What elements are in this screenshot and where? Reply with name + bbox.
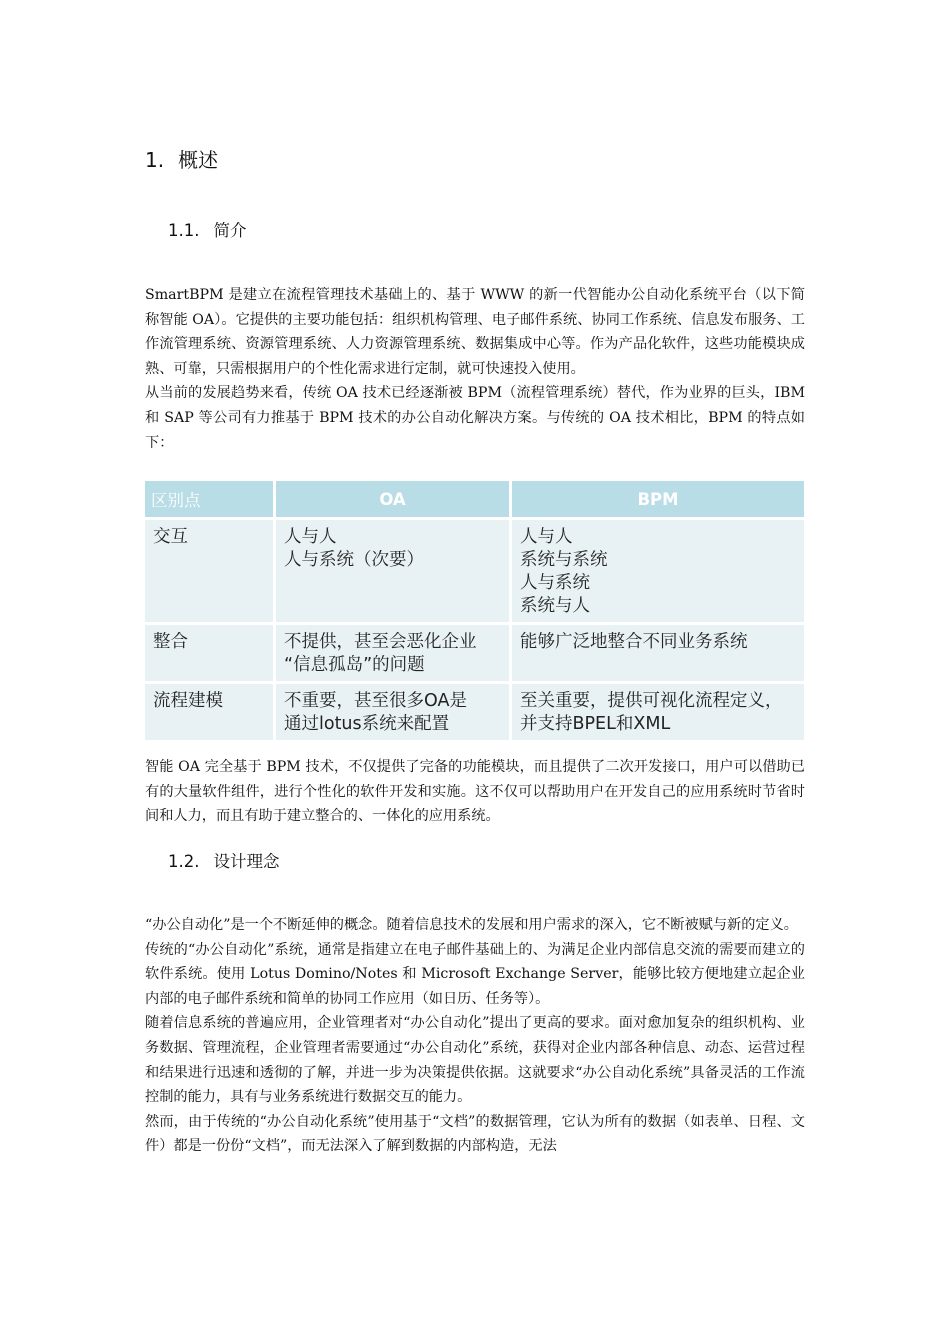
cell-line: 通过lotus系统来配置 [284, 714, 450, 734]
heading-number: 1.2. [168, 852, 200, 871]
cell-bpm [512, 625, 804, 684]
cell-line: 人与人 [284, 527, 337, 547]
cell-oa [276, 684, 512, 743]
heading-number: 1.1. [168, 221, 200, 240]
heading-number: 1. [145, 148, 165, 172]
design-text [145, 913, 805, 1159]
heading-title: 概述 [178, 148, 219, 172]
heading-title: 简介 [213, 221, 247, 240]
cell-bpm [512, 520, 804, 625]
cell-line: 并支持BPEL和XML [520, 714, 671, 734]
table-row [145, 684, 804, 743]
intro-paragraph-2: 从当前的发展趋势来看，传统 OA 技术已经逐渐被 BPM（流程管理系统）替代，作为业界的巨头，IBM 和 SAP 等公司有力推基于 BPM 技术的办公自动化解决方案。与传统的 OA 技术相比，BPM 的特点如下： [145, 385, 805, 451]
cell-line: 系统与人 [520, 596, 590, 616]
heading-title: 设计理念 [213, 852, 280, 871]
cell-oa [276, 520, 512, 625]
cell-line: 不重要，甚至很多OA是 [284, 691, 467, 711]
header-bpm: BPM [512, 481, 804, 520]
cell-line: 至关重要，提供可视化流程定义， [520, 691, 783, 711]
cell-line: 系统与系统 [520, 550, 608, 570]
cell-line: 不提供，甚至会恶化企业 [284, 632, 477, 652]
table-header-row [145, 481, 804, 520]
heading-design [168, 850, 280, 874]
heading-overview [145, 146, 218, 174]
design-paragraph-1: “办公自动化”是一个不断延伸的概念。随着信息技术的发展和用户需求的深入，它不断被赋与新的定义。 [145, 917, 798, 933]
cell-point: 流程建模 [145, 684, 276, 743]
cell-point: 整合 [145, 625, 276, 684]
intro-text [145, 283, 805, 455]
cell-bpm [512, 684, 804, 743]
heading-intro [168, 219, 247, 243]
cell-line: 人与系统 [520, 573, 590, 593]
table-row [145, 520, 804, 625]
cell-line: 人与系统（次要） [284, 550, 424, 570]
after-table-text [145, 755, 805, 829]
design-paragraph-2: 传统的“办公自动化”系统，通常是指建立在电子邮件基础上的、为满足企业内部信息交流的需要而建立的软件系统。使用 Lotus Domino/Notes 和 Microsoft Exchange Server，能够比较方便地建立起企业内部的电子邮件系统和简单的协同工作应用（如日历、任务等）。 [145, 941, 805, 1007]
after-table-paragraph: 智能 OA 完全基于 BPM 技术，不仅提供了完备的功能模块，而且提供了二次开发接口，用户可以借助已有的大量软件组件，进行个性化的软件开发和实施。这不仅可以帮助用户在开发自己的应用系统时节省时间和人力，而且有助于建立整合的、一体化的应用系统。 [145, 759, 805, 825]
cell-line: 人与人 [520, 527, 573, 547]
header-oa: OA [276, 481, 512, 520]
design-paragraph-3: 随着信息系统的普遍应用，企业管理者对“办公自动化”提出了更高的要求。面对愈加复杂的组织机构、业务数据、管理流程，企业管理者需要通过“办公自动化”系统，获得对企业内部各种信息、动态、运营过程和结果进行迅速和透彻的了解，并进一步为决策提供依据。这就要求“办公自动化系统”具备灵活的工作流控制的能力，具有与业务系统进行数据交互的能力。 [145, 1015, 805, 1106]
header-point: 区别点 [145, 481, 276, 520]
cell-oa [276, 625, 512, 684]
cell-point: 交互 [145, 520, 276, 625]
intro-paragraph-1: SmartBPM 是建立在流程管理技术基础上的、基于 WWW 的新一代智能办公自动化系统平台（以下简称智能 OA）。它提供的主要功能包括：组织机构管理、电子邮件系统、协同工作系统、信息发布服务、工作流管理系统、资源管理系统、人力资源管理系统、数据集成中心等。作为产品化软件，这些功能模块成熟、可靠，只需根据用户的个性化需求进行定制，就可快速投入使用。 [145, 287, 805, 377]
cell-line: 能够广泛地整合不同业务系统 [520, 632, 748, 652]
comparison-table [145, 481, 804, 743]
table-row [145, 625, 804, 684]
cell-line: “信息孤岛”的问题 [284, 655, 425, 675]
design-paragraph-4: 然而，由于传统的“办公自动化系统”使用基于“文档”的数据管理，它认为所有的数据（如表单、日程、文件）都是一份份“文档”，而无法深入了解到数据的内部构造，无法 [145, 1113, 805, 1155]
